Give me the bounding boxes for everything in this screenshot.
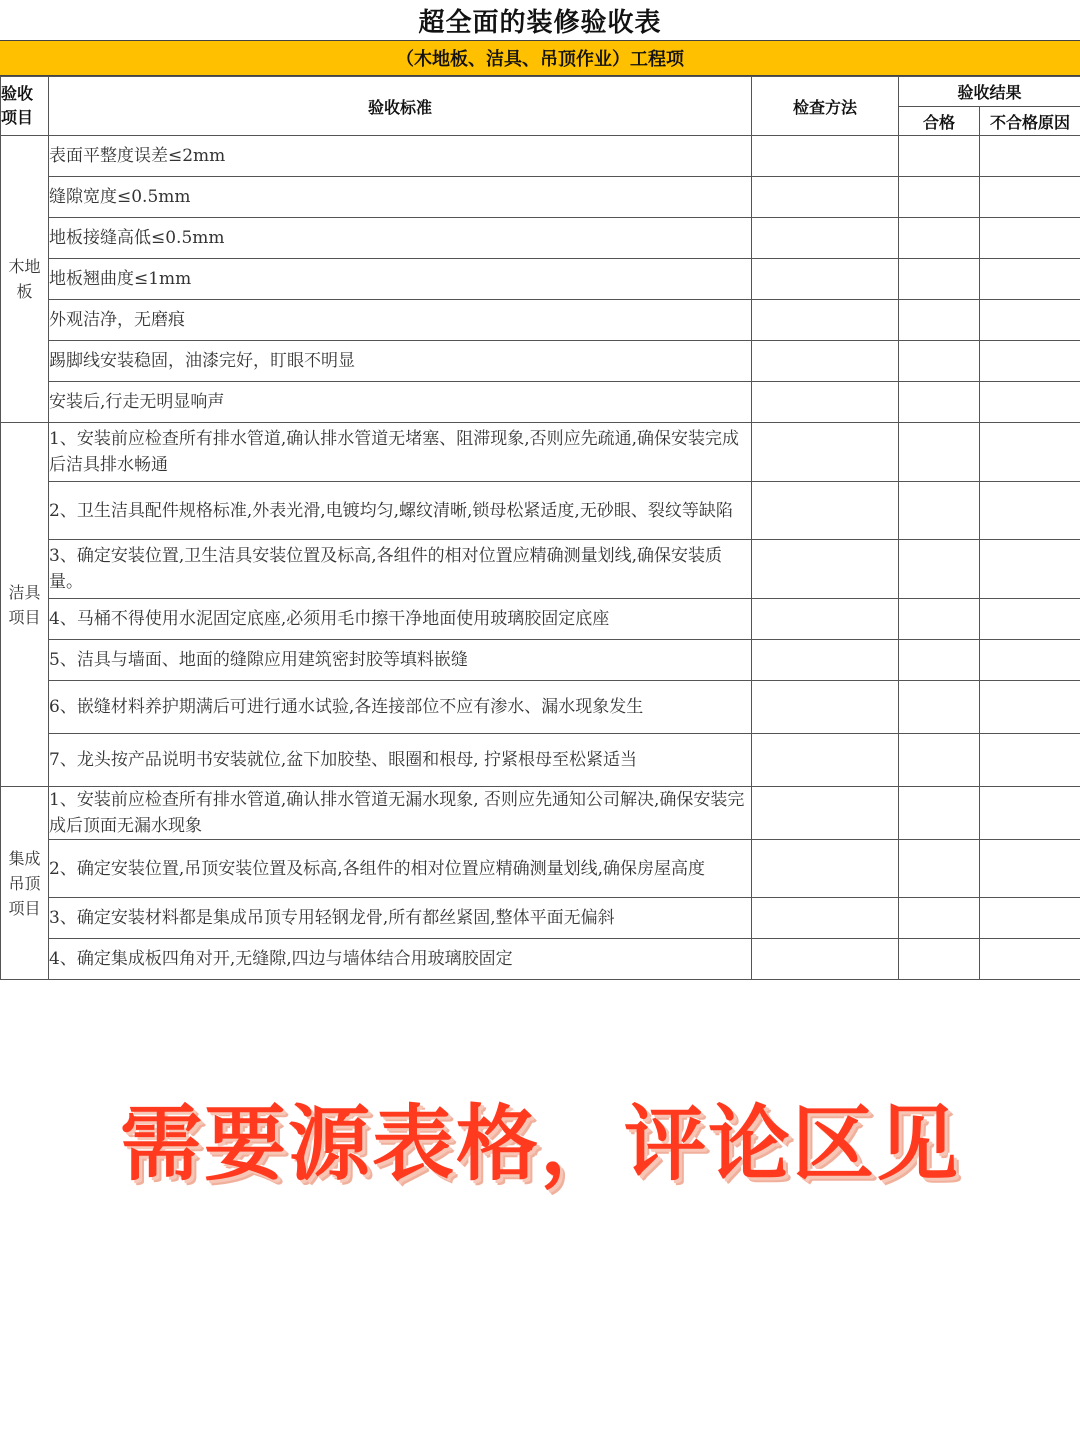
method-cell[interactable]	[752, 177, 899, 218]
fail-reason-cell[interactable]	[980, 734, 1080, 787]
standard-cell: 1、安装前应检查所有排水管道,确认排水管道无堵塞、阻滞现象,否则应先疏通,确保安装完成后洁具排水畅通	[49, 423, 752, 482]
pass-cell[interactable]	[899, 787, 980, 840]
table-row	[1, 136, 1080, 177]
standard-cell: 6、嵌缝材料养护期满后可进行通水试验,各连接部位不应有渗水、漏水现象发生	[49, 681, 752, 734]
pass-cell[interactable]	[899, 599, 980, 640]
fail-reason-cell[interactable]	[980, 341, 1080, 382]
table-row	[1, 300, 1080, 341]
method-cell[interactable]	[752, 681, 899, 734]
table-body	[1, 136, 1080, 980]
category-cell: 洁具项目	[1, 423, 49, 787]
table-row	[1, 640, 1080, 681]
fail-reason-cell[interactable]	[980, 898, 1080, 939]
method-cell[interactable]	[752, 540, 899, 599]
table-row	[1, 540, 1080, 599]
standard-cell: 3、确定安装位置,卫生洁具安装位置及标高,各组件的相对位置应精确测量划线,确保安装质量。	[49, 540, 752, 599]
category-cell: 集成吊顶项目	[1, 787, 49, 980]
header-fail-reason: 不合格原因	[980, 107, 1080, 136]
header-method: 检查方法	[752, 77, 899, 136]
method-cell[interactable]	[752, 259, 899, 300]
method-cell[interactable]	[752, 300, 899, 341]
method-cell[interactable]	[752, 341, 899, 382]
pass-cell[interactable]	[899, 136, 980, 177]
category-cell: 木地板	[1, 136, 49, 423]
cta-banner	[0, 1082, 1080, 1192]
pass-cell[interactable]	[899, 300, 980, 341]
method-cell[interactable]	[752, 423, 899, 482]
fail-reason-cell[interactable]	[980, 640, 1080, 681]
pass-cell[interactable]	[899, 734, 980, 787]
method-cell[interactable]	[752, 840, 899, 898]
method-cell[interactable]	[752, 939, 899, 980]
pass-cell[interactable]	[899, 840, 980, 898]
standard-cell: 表面平整度误差≤2mm	[49, 136, 752, 177]
fail-reason-cell[interactable]	[980, 681, 1080, 734]
standard-cell: 3、确定安装材料都是集成吊顶专用轻钢龙骨,所有都丝紧固,整体平面无偏斜	[49, 898, 752, 939]
pass-cell[interactable]	[899, 218, 980, 259]
table-row	[1, 599, 1080, 640]
method-cell[interactable]	[752, 382, 899, 423]
standard-cell: 4、马桶不得使用水泥固定底座,必须用毛巾擦干净地面使用玻璃胶固定底座	[49, 599, 752, 640]
header-pass: 合格	[899, 107, 980, 136]
standard-cell: 安装后,行走无明显响声	[49, 382, 752, 423]
pass-cell[interactable]	[899, 482, 980, 540]
table-row	[1, 341, 1080, 382]
fail-reason-cell[interactable]	[980, 840, 1080, 898]
fail-reason-cell[interactable]	[980, 939, 1080, 980]
pass-cell[interactable]	[899, 341, 980, 382]
method-cell[interactable]	[752, 218, 899, 259]
standard-cell: 外观洁净，无磨痕	[49, 300, 752, 341]
table-row	[1, 382, 1080, 423]
standard-cell: 地板翘曲度≤1mm	[49, 259, 752, 300]
fail-reason-cell[interactable]	[980, 540, 1080, 599]
method-cell[interactable]	[752, 136, 899, 177]
table-row	[1, 787, 1080, 840]
method-cell[interactable]	[752, 734, 899, 787]
pass-cell[interactable]	[899, 423, 980, 482]
table-row	[1, 939, 1080, 980]
sheet-subtitle: （木地板、洁具、吊顶作业）工程项	[0, 40, 1080, 76]
fail-reason-cell[interactable]	[980, 482, 1080, 540]
header-result: 验收结果	[899, 77, 1080, 107]
standard-cell: 1、安装前应检查所有排水管道,确认排水管道无漏水现象, 否则应先通知公司解决,确保安装完成后顶面无漏水现象	[49, 787, 752, 840]
fail-reason-cell[interactable]	[980, 136, 1080, 177]
inspection-table	[0, 76, 1080, 980]
standard-cell: 4、确定集成板四角对开,无缝隙,四边与墙体结合用玻璃胶固定	[49, 939, 752, 980]
table-row	[1, 898, 1080, 939]
table-row	[1, 259, 1080, 300]
pass-cell[interactable]	[899, 939, 980, 980]
table-row	[1, 734, 1080, 787]
pass-cell[interactable]	[899, 540, 980, 599]
standard-cell: 7、龙头按产品说明书安装就位,盆下加胶垫、眼圈和根母, 拧紧根母至松紧适当	[49, 734, 752, 787]
method-cell[interactable]	[752, 898, 899, 939]
fail-reason-cell[interactable]	[980, 382, 1080, 423]
cta-text: 需要源表格，评论区见	[119, 1096, 960, 1192]
fail-reason-cell[interactable]	[980, 599, 1080, 640]
standard-cell: 踢脚线安装稳固，油漆完好，盯眼不明显	[49, 341, 752, 382]
sheet-title: 超全面的装修验收表	[418, 7, 662, 38]
pass-cell[interactable]	[899, 640, 980, 681]
standard-cell: 地板接缝高低≤0.5mm	[49, 218, 752, 259]
pass-cell[interactable]	[899, 382, 980, 423]
table-row	[1, 218, 1080, 259]
table-row	[1, 840, 1080, 898]
method-cell[interactable]	[752, 482, 899, 540]
header-item: 验收项目	[1, 77, 49, 136]
method-cell[interactable]	[752, 787, 899, 840]
fail-reason-cell[interactable]	[980, 177, 1080, 218]
fail-reason-cell[interactable]	[980, 218, 1080, 259]
pass-cell[interactable]	[899, 177, 980, 218]
table-row	[1, 681, 1080, 734]
fail-reason-cell[interactable]	[980, 787, 1080, 840]
table-row	[1, 482, 1080, 540]
method-cell[interactable]	[752, 640, 899, 681]
pass-cell[interactable]	[899, 898, 980, 939]
fail-reason-cell[interactable]	[980, 423, 1080, 482]
table-row	[1, 423, 1080, 482]
table-row	[1, 177, 1080, 218]
method-cell[interactable]	[752, 599, 899, 640]
fail-reason-cell[interactable]	[980, 259, 1080, 300]
fail-reason-cell[interactable]	[980, 300, 1080, 341]
standard-cell: 2、卫生洁具配件规格标准,外表光滑,电镀均匀,螺纹清晰,锁母松紧适度,无砂眼、裂纹等缺陷	[49, 482, 752, 540]
header-standard: 验收标准	[49, 77, 752, 136]
pass-cell[interactable]	[899, 259, 980, 300]
standard-cell: 缝隙宽度≤0.5mm	[49, 177, 752, 218]
standard-cell: 5、洁具与墙面、地面的缝隙应用建筑密封胶等填料嵌缝	[49, 640, 752, 681]
standard-cell: 2、确定安装位置,吊顶安装位置及标高,各组件的相对位置应精确测量划线,确保房屋高度	[49, 840, 752, 898]
pass-cell[interactable]	[899, 681, 980, 734]
